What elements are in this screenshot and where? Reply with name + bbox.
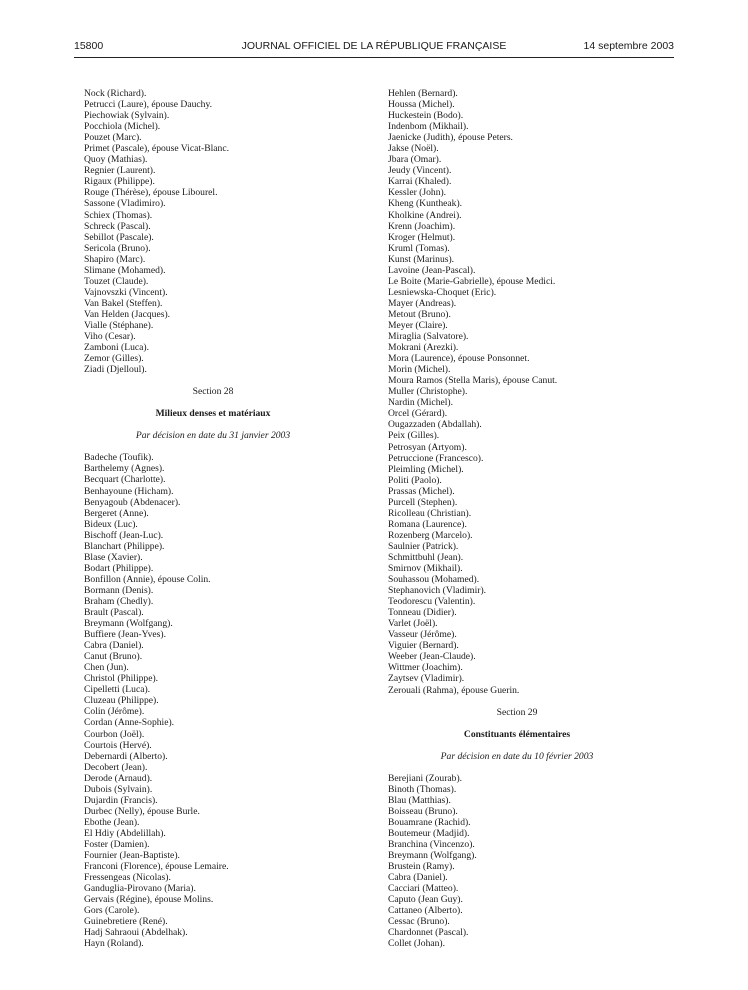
name-entry: Prassas (Michel).	[388, 485, 455, 497]
name-entry: Pleimling (Michel).	[388, 463, 464, 475]
name-entry: Rigaux (Philippe).	[84, 176, 155, 188]
name-entry: Miraglia (Salvatore).	[388, 331, 469, 343]
name-entry: Van Bakel (Steffen).	[84, 297, 163, 309]
right-name-list	[388, 88, 646, 696]
name-entry: Cessac (Bruno).	[388, 916, 450, 928]
name-entry: Ganduglia-Pirovano (Maria).	[84, 883, 196, 895]
spacer	[388, 740, 646, 751]
name-entry: Binoth (Thomas).	[388, 783, 457, 795]
name-entry: Krenn (Joachim).	[388, 220, 456, 232]
name-entry: Gervais (Régine), épouse Molins.	[84, 894, 214, 906]
left-section-name-list	[84, 452, 342, 949]
name-entry: Muller (Christophe).	[388, 386, 468, 398]
name-entry: Lavoine (Jean-Pascal).	[388, 264, 476, 276]
name-entry: Buffiere (Jean-Yves).	[84, 629, 166, 641]
name-entry: Politi (Paolo).	[388, 474, 442, 486]
name-entry: Karrai (Khaled).	[388, 176, 452, 188]
name-entry: Purcell (Stephen).	[388, 496, 458, 508]
name-entry: Foster (Damien).	[84, 839, 150, 850]
section-heading: Section 28	[192, 386, 234, 398]
name-entry: Romana (Laurence).	[388, 518, 467, 530]
name-entry: Cabra (Daniel).	[84, 640, 144, 652]
name-entry: Kruml (Tomas).	[388, 242, 450, 254]
right-section-name-list	[388, 773, 646, 950]
name-entry: Kessler (John).	[388, 187, 447, 199]
name-entry: Ebothe (Jean).	[84, 816, 140, 828]
name-entry: Sassone (Vladimiro).	[84, 198, 166, 210]
name-entry: Braham (Chedly).	[84, 595, 154, 607]
header-rule	[74, 57, 674, 58]
name-entry: Pouzet (Marc).	[84, 132, 142, 144]
name-entry: Boisseau (Bruno).	[388, 805, 458, 817]
name-entry: Primet (Pascale), épouse Vicat-Blanc.	[84, 143, 229, 155]
name-entry: Lesniewska-Choquet (Eric).	[388, 286, 497, 298]
spacer	[84, 375, 342, 386]
name-entry: Souhassou (Mohamed).	[388, 574, 480, 586]
name-entry: Bergeret (Anne).	[84, 507, 149, 519]
name-entry: Hehlen (Bernard).	[388, 88, 458, 99]
name-entry: Metout (Bruno).	[388, 308, 451, 320]
decision-line: Par décision en date du 31 janvier 2003	[135, 430, 291, 442]
name-entry: Quoy (Mathias).	[84, 154, 148, 166]
name-entry: Wittmer (Joachim).	[388, 662, 463, 674]
name-entry: Piechowiak (Sylvain).	[84, 110, 170, 122]
name-entry: Vasseur (Jérôme).	[388, 629, 457, 641]
name-entry: Jaenicke (Judith), épouse Peters.	[388, 132, 513, 144]
name-entry: Huckestein (Bodo).	[388, 110, 464, 122]
name-entry: Bideux (Luc).	[84, 518, 138, 530]
name-entry: Jbara (Omar).	[388, 154, 442, 166]
name-entry: Moura Ramos (Stella Maris), épouse Canut.	[388, 375, 558, 387]
name-entry: Indenbom (Mikhail).	[388, 121, 469, 133]
name-entry: Viho (Cesar).	[84, 331, 136, 343]
name-entry: Vialle (Stéphane).	[84, 319, 154, 331]
name-entry: Petrucci (Laure), épouse Dauchy.	[84, 99, 213, 111]
name-entry: Christol (Philippe).	[84, 673, 159, 685]
name-entry: Bonfillon (Annie), épouse Colin.	[84, 573, 211, 585]
name-entry: Mora (Laurence), épouse Ponsonnet.	[388, 353, 530, 365]
name-entry: Zemor (Gilles).	[84, 353, 144, 365]
name-entry: Schmittbuhl (Jean).	[388, 551, 464, 563]
name-entry: Weeber (Jean-Claude).	[388, 651, 476, 663]
name-entry: Blanchart (Philippe).	[84, 540, 165, 552]
name-entry: Sebillot (Pascale).	[84, 231, 154, 243]
spacer	[84, 419, 342, 430]
name-entry: Bischoff (Jean-Luc).	[84, 529, 164, 541]
spacer	[84, 397, 342, 408]
name-entry: Cluzeau (Philippe).	[84, 695, 159, 707]
name-entry: Houssa (Michel).	[388, 99, 455, 111]
name-entry: Nock (Richard).	[84, 88, 147, 99]
name-entry: Stephanovich (Vladimir).	[388, 585, 487, 597]
name-entry: Rouge (Thérèse), épouse Libourel.	[84, 187, 218, 199]
right-column	[388, 88, 646, 949]
section-title: Constituants élémentaires	[463, 728, 571, 740]
name-entry: Badeche (Toufik).	[84, 452, 154, 464]
name-entry: Vajnovszki (Vincent).	[84, 286, 168, 298]
spacer	[84, 441, 342, 452]
name-entry: Touzet (Claude).	[84, 275, 149, 287]
name-entry: Debernardi (Alberto).	[84, 750, 168, 762]
name-entry: Benyagoub (Abdenacer).	[84, 496, 181, 508]
name-entry: Derode (Arnaud).	[84, 772, 153, 784]
name-entry: Viguier (Bernard).	[388, 640, 459, 652]
name-entry: Rozenberg (Marcelo).	[388, 529, 473, 541]
name-entry: Franconi (Florence), épouse Lemaire.	[84, 861, 229, 873]
name-entry: El Hdiy (Abdelillah).	[84, 827, 166, 839]
name-entry: Hayn (Roland).	[84, 938, 144, 950]
name-entry: Zerouali (Rahma), épouse Guerin.	[388, 684, 520, 696]
section-heading: Section 29	[496, 706, 538, 718]
name-entry: Morin (Michel).	[388, 364, 451, 376]
name-entry: Benhayoune (Hicham).	[84, 485, 174, 497]
name-entry: Brustein (Ramy).	[388, 861, 455, 873]
name-entry: Decobert (Jean).	[84, 761, 148, 773]
name-entry: Petrosyan (Artyom).	[388, 441, 467, 453]
name-entry: Teodorescu (Valentin).	[388, 596, 476, 608]
name-entry: Le Boite (Marie-Gabrielle), épouse Medici.	[388, 275, 556, 287]
name-entry: Dujardin (Francis).	[84, 794, 158, 806]
left-column	[84, 88, 342, 949]
name-entry: Ziadi (Djelloul).	[84, 364, 147, 376]
name-entry: Boutemeur (Madjid).	[388, 827, 470, 839]
page-number: 15800	[74, 40, 104, 52]
page-header	[74, 40, 674, 56]
name-entry: Brault (Pascal).	[84, 607, 144, 619]
name-entry: Sericola (Bruno).	[84, 242, 151, 254]
name-entry: Tonneau (Didier).	[388, 607, 457, 619]
name-entry: Smirnov (Mikhail).	[388, 563, 463, 575]
name-entry: Regnier (Laurent).	[84, 165, 156, 177]
name-entry: Bodart (Philippe).	[84, 562, 154, 574]
name-entry: Cipelletti (Luca).	[84, 684, 151, 696]
name-entry: Pocchiola (Michel).	[84, 121, 161, 133]
left-name-list	[84, 88, 342, 375]
name-entry: Branchina (Vincenzo).	[388, 839, 475, 850]
journal-title: JOURNAL OFFICIEL DE LA RÉPUBLIQUE FRANÇAISE	[241, 40, 507, 52]
decision-line: Par décision en date du 10 février 2003	[440, 750, 594, 762]
name-entry: Nardin (Michel).	[388, 397, 454, 409]
name-entry: Schiex (Thomas).	[84, 209, 153, 221]
name-entry: Schreck (Pascal).	[84, 220, 151, 232]
name-entry: Jakse (Noël).	[388, 143, 439, 155]
name-entry: Fressengeas (Nicolas).	[84, 872, 171, 884]
name-entry: Kholkine (Andrei).	[388, 209, 462, 221]
name-entry: Petruccione (Francesco).	[388, 452, 484, 464]
name-entry: Chardonnet (Pascal).	[388, 927, 469, 939]
spacer	[388, 762, 646, 773]
name-entry: Mayer (Andreas).	[388, 297, 457, 309]
name-entry: Caputo (Jean Guy).	[388, 894, 463, 906]
name-entry: Van Helden (Jacques).	[84, 308, 171, 320]
name-entry: Dubois (Sylvain).	[84, 783, 153, 795]
name-entry: Cabra (Daniel).	[388, 872, 448, 884]
name-entry: Barthelemy (Agnes).	[84, 463, 165, 475]
name-entry: Chen (Jun).	[84, 662, 129, 674]
name-entry: Berejiani (Zourab).	[388, 772, 463, 784]
name-entry: Slimane (Mohamed).	[84, 264, 166, 276]
name-entry: Cacciari (Matteo).	[388, 883, 459, 895]
name-entry: Peix (Gilles).	[388, 430, 440, 442]
name-entry: Bormann (Denis).	[84, 584, 154, 596]
publication-date: 14 septembre 2003	[583, 40, 674, 52]
name-entry: Cattaneo (Alberto).	[388, 905, 463, 917]
name-entry: Varlet (Joël).	[388, 618, 438, 630]
name-entry: Kheng (Kuntheak).	[388, 198, 463, 210]
name-entry: Mokrani (Arezki).	[388, 342, 459, 354]
name-entry: Becquart (Charlotte).	[84, 474, 166, 486]
name-entry: Blase (Xavier).	[84, 551, 143, 563]
name-entry: Jeudy (Vincent).	[388, 165, 452, 177]
name-entry: Breymann (Wolfgang).	[84, 618, 173, 630]
name-entry: Zaytsev (Vladimir).	[388, 673, 465, 685]
name-entry: Bouamrane (Rachid).	[388, 816, 471, 828]
name-entry: Kroger (Helmut).	[388, 231, 456, 243]
name-entry: Gors (Carole).	[84, 905, 140, 917]
name-entry: Blau (Matthias).	[388, 794, 451, 806]
name-entry: Cordan (Anne-Sophie).	[84, 717, 175, 729]
name-entry: Guinebretiere (René).	[84, 916, 168, 928]
name-entry: Meyer (Claire).	[388, 319, 448, 331]
name-entry: Shapiro (Marc).	[84, 253, 146, 265]
spacer	[388, 718, 646, 729]
name-entry: Canut (Bruno).	[84, 651, 143, 663]
name-entry: Ougazzaden (Abdallah).	[388, 419, 482, 431]
name-entry: Collet (Johan).	[388, 938, 446, 950]
name-entry: Durbec (Nelly), épouse Burle.	[84, 805, 200, 817]
name-entry: Breymann (Wolfgang).	[388, 850, 477, 862]
name-entry: Colin (Jérôme).	[84, 706, 145, 718]
name-entry: Courbon (Joël).	[84, 728, 145, 740]
name-entry: Saulnier (Patrick).	[388, 540, 459, 552]
section-title: Milieux denses et matériaux	[155, 408, 271, 420]
name-entry: Courtois (Hervé).	[84, 739, 152, 751]
name-entry: Zamboni (Luca).	[84, 342, 149, 354]
name-entry: Ricolleau (Christian).	[388, 507, 472, 519]
name-entry: Fournier (Jean-Baptiste).	[84, 850, 180, 862]
name-entry: Hadj Sahraoui (Abdelhak).	[84, 927, 188, 939]
name-entry: Kunst (Marinus).	[388, 253, 455, 265]
name-entry: Orcel (Gérard).	[388, 408, 448, 420]
spacer	[388, 696, 646, 707]
